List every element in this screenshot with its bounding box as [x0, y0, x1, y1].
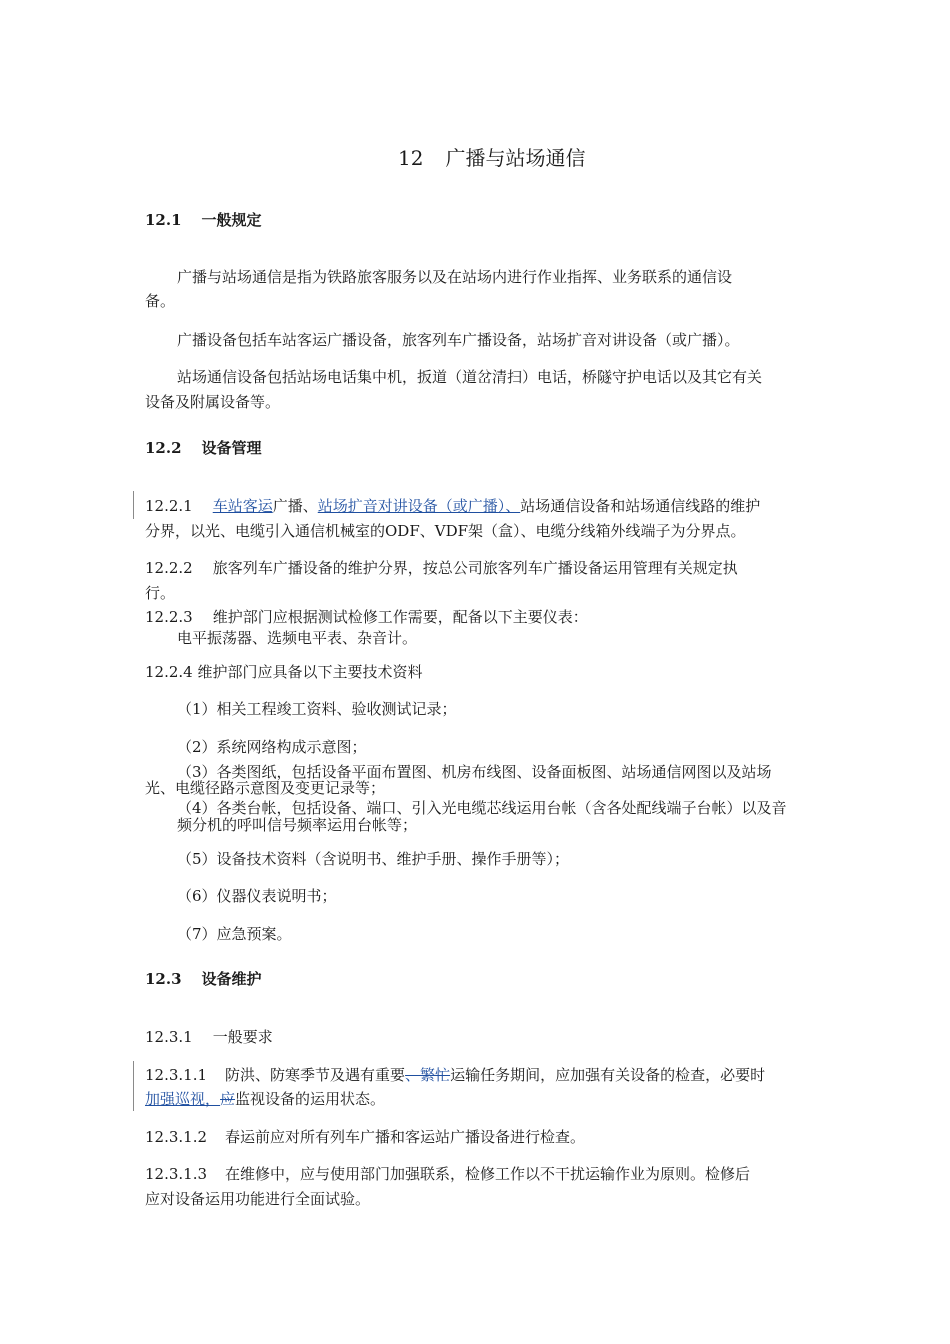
revision-change-bar: [133, 1061, 134, 1111]
clause-12-3-1-1-line1: 12.3.1.1 防洪、防寒季节及遇有重要、繁忙运输任务期间，应加强有关设备的检查，必要时: [145, 1066, 766, 1084]
clause-12-3-1-1-line2: 加强巡视，应监视设备的运用状态。: [145, 1090, 386, 1108]
paragraph-line: 站场通信设备包括站场电话集中机，扳道（道岔清扫）电话，桥隧守护电话以及其它有关: [177, 368, 763, 386]
section-heading-12-3: 12.3 设备维护: [145, 970, 262, 988]
tracked-insertion: 加强巡视，: [145, 1090, 221, 1108]
list-item: （7）应急预案。: [177, 925, 292, 943]
title-text: 广播与站场通信: [445, 146, 586, 170]
clause-12-2-2-line2: 行。: [145, 584, 176, 602]
paragraph-line: 设备及附属设备等。: [145, 393, 281, 411]
tracked-insertion: 站场扩音对讲设备（或广播）、: [317, 497, 521, 515]
section-heading-12-1: 12.1 一般规定: [145, 211, 262, 229]
tracked-insertion: 车站客运: [212, 497, 273, 515]
paragraph-line: 广播与站场通信是指为铁路旅客服务以及在站场内进行作业指挥、业务联系的通信设: [177, 268, 733, 286]
clause-12-2-3-line2: 电平振荡器、选频电平表、杂音计。: [177, 629, 418, 647]
clause-12-2-3-line1: 12.2.3 维护部门应根据测试检修工作需要，配备以下主要仪表：: [145, 608, 588, 626]
list-item: （2）系统网络构成示意图；: [177, 738, 367, 756]
clause-12-2-1-line2: 分界，以光、电缆引入通信机械室的ODF、VDF架（盒）、电缆分线箱外线端子为分界点。: [145, 522, 746, 540]
list-item: （1）相关工程竣工资料、验收测试记录；: [177, 700, 457, 718]
tracked-deletion: 、繁忙: [405, 1066, 451, 1084]
revision-change-bar: [133, 491, 134, 519]
clause-12-2-4: 12.2.4 维护部门应具备以下主要技术资料: [145, 663, 423, 681]
clause-12-3-1-3-line2: 应对设备运用功能进行全面试验。: [145, 1190, 371, 1208]
tracked-deletion: 应: [220, 1090, 236, 1108]
list-item: （6）仪器仪表说明书；: [177, 887, 337, 905]
subsection-12-3-1: 12.3.1 一般要求: [145, 1028, 273, 1046]
clause-12-3-1-3-line1: 12.3.1.3 在维修中，应与使用部门加强联系，检修工作以不干扰运输作业为原则。检修后: [145, 1165, 751, 1183]
clause-12-2-1-line1: 12.2.1 车站客运广播、站场扩音对讲设备（或广播）、站场通信设备和站场通信线路的维护: [145, 497, 761, 515]
list-item-cont: 光、电缆径路示意图及变更记录等；: [145, 779, 386, 797]
list-item: （3）各类图纸，包括设备平面布置图、机房布线图、设备面板图、站场通信网图以及站场: [177, 763, 772, 781]
page-title: [398, 144, 585, 172]
list-item: （5）设备技术资料（含说明书、维护手册、操作手册等）；: [177, 850, 570, 868]
paragraph: 广播设备包括车站客运广播设备，旅客列车广播设备，站场扩音对讲设备（或广播）。: [177, 331, 740, 349]
list-item: （4）各类台帐，包括设备、端口、引入光电缆芯线运用台帐（含各处配线端子台帐）以及音: [177, 799, 787, 817]
paragraph-line: 备。: [145, 292, 176, 310]
clause-12-3-1-2: 12.3.1.2 春运前应对所有列车广播和客运站广播设备进行检查。: [145, 1128, 586, 1146]
title-number: 12: [398, 146, 424, 170]
clause-12-2-2-line1: 12.2.2 旅客列车广播设备的维护分界，按总公司旅客列车广播设备运用管理有关规定执: [145, 559, 738, 577]
list-item-cont: 频分机的呼叫信号频率运用台帐等；: [177, 816, 418, 834]
section-heading-12-2: 12.2 设备管理: [145, 439, 262, 457]
